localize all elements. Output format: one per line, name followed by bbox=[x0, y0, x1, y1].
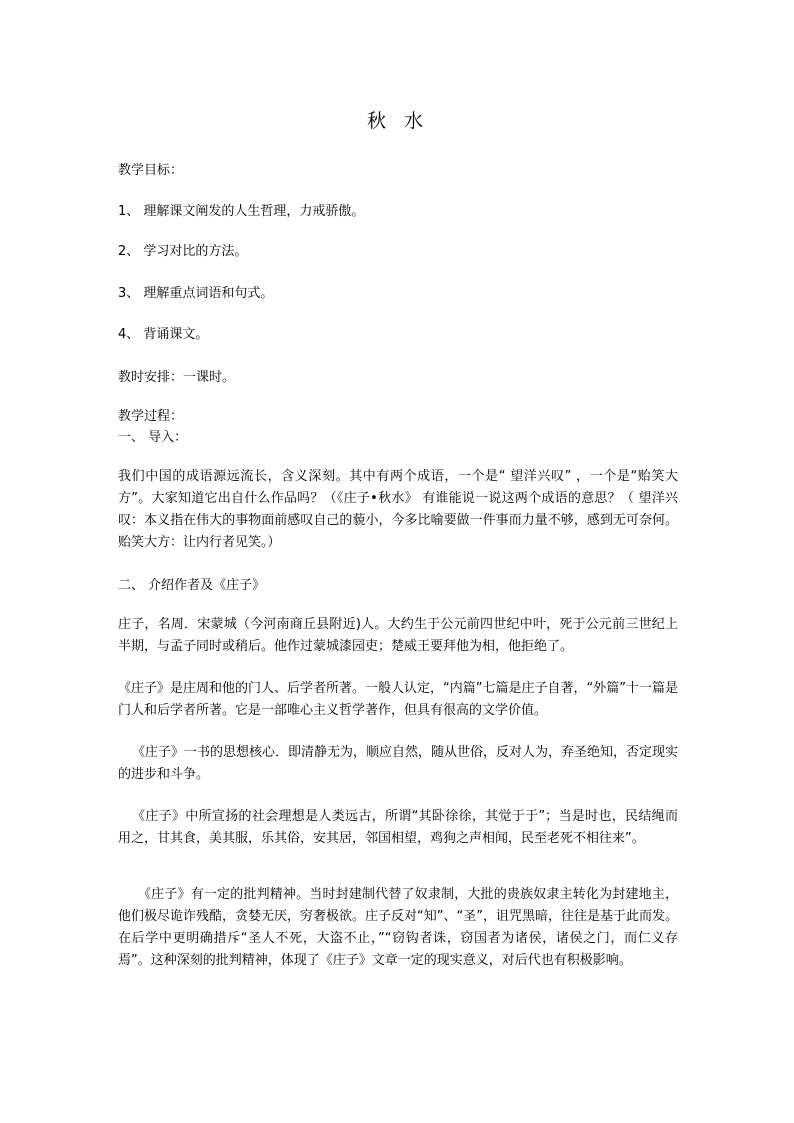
objective-item-1: 1、 理解课文阐发的人生哲理，力戒骄傲。 bbox=[118, 204, 365, 219]
process-heading: 教学过程： bbox=[118, 409, 184, 424]
zhuangzi-book-paragraph: 《庄子》是庄周和他的门人、后学者所著。一般人认定，“内篇”七篇是庄子自著，“外篇”十一篇是门人和后学者所著。它是一部唯心主义哲学著作，但具有很高的文学价值。 bbox=[118, 681, 678, 718]
social-ideal-paragraph: 《庄子》中所宣扬的社会理想是人类远古，所谓“其卧徐徐，其觉于于”；当是时也，民结绳而用之，甘其食，美其服，乐其俗，安其居，邻国相望，鸡狗之声相闻，民至老死不相往来”。 bbox=[118, 809, 678, 846]
author-paragraph: 庄子，名周．宋蒙城（今河南商丘县附近)人。大约生于公元前四世纪中叶，死于公元前三世纪上半期，与孟子同时或稍后。他作过蒙城漆园吏；楚威王要拜他为相，他拒绝了。 bbox=[118, 617, 678, 654]
intro-paragraph: 我们中国的成语源远流长，含义深刻。其中有两个成语，一个是“ 望洋兴叹” ，一个是“贻笑大方”。大家知道它出自什么作品吗？（《庄子•秋水》 有谁能说一说这两个成语的意思？（ 望洋兴叹：本义指在伟大的事物面前感叹自己的藐小，今多比喻要做一件事而力量不够，感到无可奈何。 贻笑大方：让内行者见笑。） bbox=[118, 469, 678, 550]
objective-item-2: 2、 学习对比的方法。 bbox=[118, 244, 248, 259]
schedule-text: 教时安排：一课时。 bbox=[118, 370, 236, 385]
author-heading: 二、 介绍作者及《庄子》 bbox=[118, 578, 266, 593]
intro-heading: 一、 导入： bbox=[118, 430, 188, 445]
objective-item-3: 3、 理解重点词语和句式。 bbox=[118, 286, 274, 301]
critical-spirit-paragraph: 《庄子》有一定的批判精神。当时封建制代替了奴隶制，大批的贵族奴隶主转化为封建地主，他们极尽诡诈残酷，贪婪无厌，穷奢极欲。庄子反对“知”、“圣”，诅咒黑暗，往往是基于此而发。在后学中更明确措斥“圣人不死，大盗不止，”“窃钩者诛，窃国者为诸侯，诸侯之门，而仁义存焉”。这种深刻的批判精神，体现了《庄子》文章一定的现实意义，对后代也有积极影响。 bbox=[118, 887, 678, 968]
objectives-heading: 教学目标： bbox=[118, 163, 184, 178]
thought-core-paragraph: 《庄子》一书的思想核心．即清静无为，顺应自然，随从世俗，反对人为，弃圣绝知，否定现实的进步和斗争。 bbox=[118, 745, 679, 782]
objective-item-4: 4、 背诵课文。 bbox=[118, 327, 209, 342]
document-title: 秋 水 bbox=[366, 110, 430, 132]
